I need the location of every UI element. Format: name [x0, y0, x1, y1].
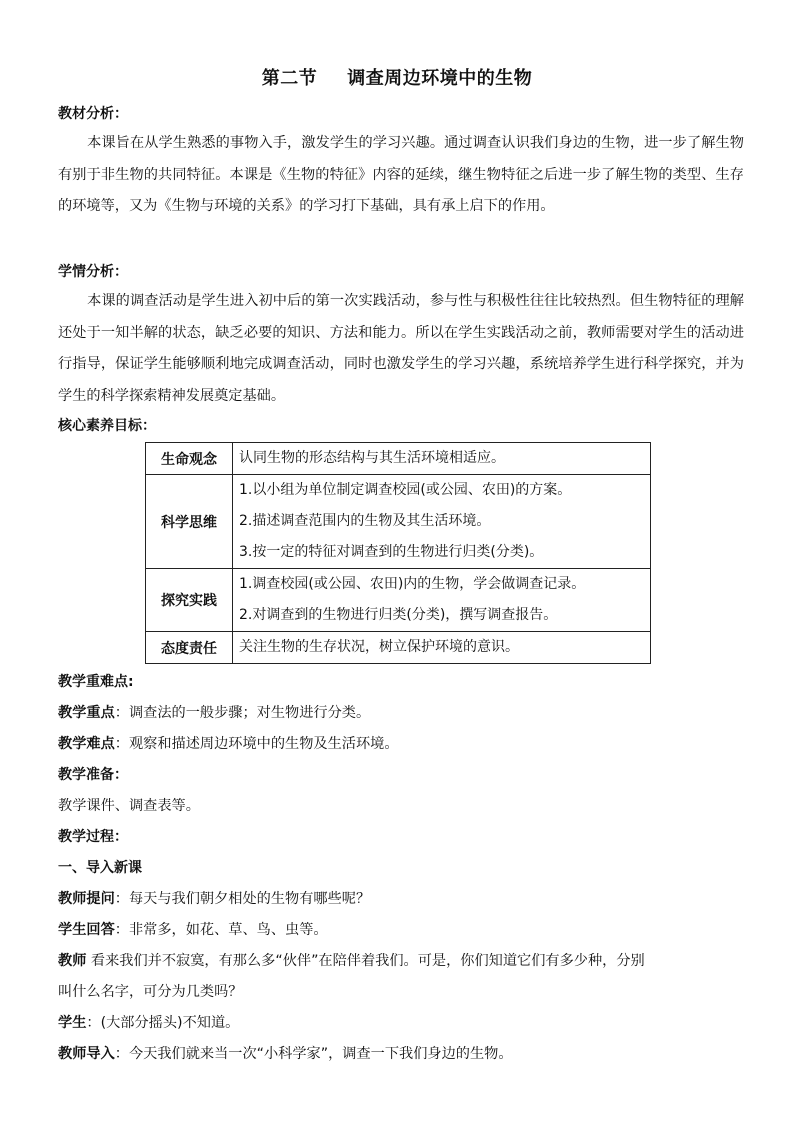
student-analysis-heading: 学情分析：	[58, 264, 128, 280]
goal-key: 探究实践	[146, 569, 233, 632]
key-difficult-heading: 教学重难点:	[58, 674, 134, 690]
goal-item: 1.以小组为单位制定调查校园(或公园、农田)的方案。	[239, 482, 572, 498]
key-point-text: ：调查法的一般步骤；对生物进行分类。	[114, 705, 371, 721]
dialogue-line	[58, 1013, 239, 1033]
goal-key: 态度责任	[146, 632, 233, 664]
goal-value	[233, 475, 651, 569]
speaker-label: 教师导入	[58, 1046, 115, 1062]
goal-value	[233, 632, 651, 664]
goal-item: 认同生物的形态结构与其生活环境相适应。	[239, 450, 505, 466]
table-row	[146, 475, 651, 569]
dialogue-line	[58, 1044, 513, 1064]
difficult-point-line	[58, 734, 399, 754]
dialogue-line	[58, 889, 370, 909]
key-point-label: 教学重点	[58, 705, 115, 721]
goal-item: 1.调查校园(或公园、农田)内的生物，学会做调查记录。	[239, 576, 586, 592]
speaker-label: 学生	[58, 1015, 87, 1031]
core-goals-table	[145, 442, 651, 664]
goal-key: 科学思维	[146, 475, 233, 569]
dialogue-text: 叫什么名字，可分为几类吗？	[58, 984, 243, 1000]
preparation-heading: 教学准备：	[58, 767, 128, 783]
goal-key: 生命观念	[146, 443, 233, 475]
textbook-analysis-text: 本课旨在从学生熟悉的事物入手，激发学生的学习兴趣。通过调查认识我们身边的生物，进一步了解生物有别于非生物的共同特征。本课是《生物的特征》内容的延续，继生物特征之后进一步了解生物的类型、生存的环境等，又为《生物与环境的关系》的学习打下基础，具有承上启下的作用。	[58, 135, 744, 215]
title-section-number: 第二节	[261, 68, 318, 89]
goal-value	[233, 443, 651, 475]
dialogue-text: ：每天与我们朝夕相处的生物有哪些呢？	[114, 891, 371, 907]
speaker-label: 教师提问	[58, 891, 115, 907]
student-analysis-text: 本课的调查活动是学生进入初中后的第一次实践活动，参与性与积极性往往比较热烈。但生物特征的理解还处于一知半解的状态，缺乏必要的知识、方法和能力。所以在学生实践活动之前，教师需要对学生的活动进行指导，保证学生能够顺利地完成调查活动，同时也激发学生的学习兴趣，系统培养学生进行科学探究，并为学生的科学探索精神发展奠定基础。	[58, 293, 744, 405]
table-row	[146, 632, 651, 664]
goal-item: 3.按一定的特征对调查到的生物进行归类(分类)。	[239, 544, 544, 560]
goal-item: 2.描述调查范围内的生物及其生活环境。	[239, 513, 491, 529]
dialogue-text: ：非常多，如花、草、鸟、虫等。	[114, 922, 328, 938]
dialogue-text: ：(大部分摇头)不知道。	[86, 1015, 240, 1031]
dialogue-line	[58, 951, 645, 971]
dialogue-text: 看来我们并不寂寞，有那么多“伙伴”在陪伴着我们。可是，你们知道它们有多少种，分别	[86, 953, 645, 969]
dialogue-line	[58, 920, 328, 940]
difficult-point-label: 教学难点	[58, 736, 115, 752]
textbook-analysis-heading: 教材分析：	[58, 106, 128, 122]
title-text: 调查周边环境中的生物	[347, 68, 533, 89]
speaker-label: 学生回答	[58, 922, 115, 938]
difficult-point-text: ：观察和描述周边环境中的生物及生活环境。	[114, 736, 399, 752]
table-row	[146, 569, 651, 632]
speaker-label: 教师	[58, 953, 87, 969]
table-row	[146, 443, 651, 475]
dialogue-text: ：今天我们就来当一次“小科学家”，调查一下我们身边的生物。	[114, 1046, 513, 1062]
key-point-line	[58, 703, 370, 723]
student-analysis-paragraph	[58, 286, 744, 413]
textbook-analysis-paragraph	[58, 128, 744, 223]
process-heading: 教学过程：	[58, 829, 128, 845]
goal-item: 关注生物的生存状况，树立保护环境的意识。	[239, 639, 519, 655]
goal-item: 2.对调查到的生物进行归类(分类)，撰写调查报告。	[239, 607, 558, 623]
dialogue-line	[58, 982, 242, 1002]
page-title	[0, 64, 794, 90]
goal-value	[233, 569, 651, 632]
preparation-text: 教学课件、调查表等。	[58, 798, 200, 814]
section-intro-heading: 一、导入新课	[58, 860, 142, 876]
core-goals-heading: 核心素养目标：	[58, 418, 156, 434]
